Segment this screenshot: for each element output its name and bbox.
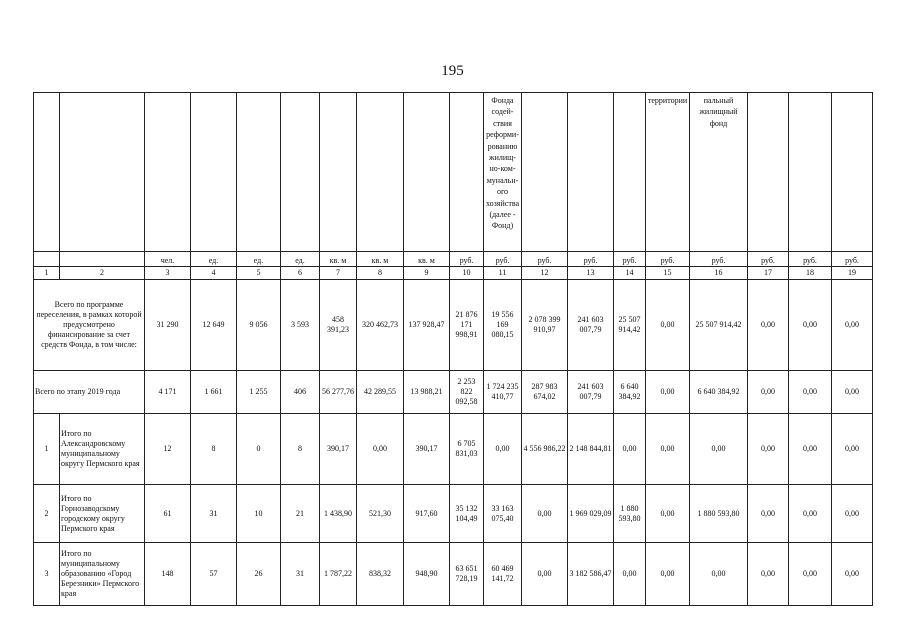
column-number: 17 bbox=[748, 267, 789, 280]
value-cell: 1 661 bbox=[191, 371, 237, 414]
units-row bbox=[34, 252, 873, 267]
column-number: 5 bbox=[237, 267, 281, 280]
page-number: 195 bbox=[441, 63, 464, 79]
value-cell: 21 876 171 998,91 bbox=[450, 280, 484, 371]
value-cell: 137 928,47 bbox=[404, 280, 450, 371]
value-cell: 0,00 bbox=[690, 414, 748, 485]
value-cell: 0,00 bbox=[748, 543, 789, 606]
value-cell: 3 182 586,47 bbox=[568, 543, 614, 606]
column-number: 16 bbox=[690, 267, 748, 280]
value-cell: 9 056 bbox=[237, 280, 281, 371]
column-number: 15 bbox=[646, 267, 690, 280]
table-row-municipality bbox=[34, 485, 873, 543]
table-row-municipality bbox=[34, 414, 873, 485]
unit-cell: руб. bbox=[690, 252, 748, 267]
value-cell: 917,60 bbox=[404, 485, 450, 543]
column-number: 11 bbox=[484, 267, 522, 280]
value-cell: 0,00 bbox=[832, 543, 873, 606]
value-cell: 19 556 169 080,15 bbox=[484, 280, 522, 371]
value-cell: 1 724 235 410,77 bbox=[484, 371, 522, 414]
value-cell: 1 787,22 bbox=[320, 543, 357, 606]
value-cell: 148 bbox=[145, 543, 191, 606]
unit-cell: кв. м bbox=[404, 252, 450, 267]
value-cell: 60 469 141,72 bbox=[484, 543, 522, 606]
column-number: 18 bbox=[789, 267, 832, 280]
column-number: 3 bbox=[145, 267, 191, 280]
column-number: 4 bbox=[191, 267, 237, 280]
unit-cell: руб. bbox=[748, 252, 789, 267]
value-cell: 948,90 bbox=[404, 543, 450, 606]
value-cell: 2 148 844,81 bbox=[568, 414, 614, 485]
column-number: 9 bbox=[404, 267, 450, 280]
value-cell: 12 649 bbox=[191, 280, 237, 371]
value-cell: 33 163 075,40 bbox=[484, 485, 522, 543]
column-number: 2 bbox=[60, 267, 145, 280]
value-cell: 0,00 bbox=[748, 280, 789, 371]
row-label: Итого по Горнозаводскому городскому округу Пермского края bbox=[60, 485, 145, 543]
value-cell: 35 132 104,49 bbox=[450, 485, 484, 543]
value-cell: 458 391,23 bbox=[320, 280, 357, 371]
value-cell: 8 bbox=[281, 414, 320, 485]
value-cell: 6 640 384,92 bbox=[690, 371, 748, 414]
value-cell: 63 651 728,19 bbox=[450, 543, 484, 606]
row-label: Всего по этапу 2019 года bbox=[34, 371, 145, 414]
value-cell: 56 277,76 bbox=[320, 371, 357, 414]
value-cell: 8 bbox=[191, 414, 237, 485]
unit-cell: руб. bbox=[789, 252, 832, 267]
value-cell: 0,00 bbox=[646, 543, 690, 606]
table-row-stage-2019 bbox=[34, 371, 873, 414]
header-row bbox=[34, 93, 873, 252]
row-number: 2 bbox=[34, 485, 60, 543]
table-row-municipality bbox=[34, 543, 873, 606]
unit-cell: ед. bbox=[237, 252, 281, 267]
value-cell: 10 bbox=[237, 485, 281, 543]
value-cell: 61 bbox=[145, 485, 191, 543]
column-number: 6 bbox=[281, 267, 320, 280]
value-cell: 1 438,90 bbox=[320, 485, 357, 543]
value-cell: 0,00 bbox=[357, 414, 404, 485]
value-cell: 6 640 384,92 bbox=[614, 371, 646, 414]
column-number: 14 bbox=[614, 267, 646, 280]
value-cell: 21 bbox=[281, 485, 320, 543]
value-cell: 2 253 822 092,58 bbox=[450, 371, 484, 414]
value-cell: 0,00 bbox=[789, 485, 832, 543]
value-cell: 0,00 bbox=[789, 280, 832, 371]
value-cell: 0,00 bbox=[832, 371, 873, 414]
value-cell: 1 880 593,80 bbox=[690, 485, 748, 543]
unit-cell: чел. bbox=[145, 252, 191, 267]
value-cell: 0,00 bbox=[522, 485, 568, 543]
value-cell: 25 507 914,42 bbox=[614, 280, 646, 371]
value-cell: 42 289,55 bbox=[357, 371, 404, 414]
value-cell: 287 983 674,02 bbox=[522, 371, 568, 414]
value-cell: 0,00 bbox=[646, 371, 690, 414]
value-cell: 0,00 bbox=[832, 485, 873, 543]
value-cell: 390,17 bbox=[320, 414, 357, 485]
value-cell: 1 969 029,09 bbox=[568, 485, 614, 543]
row-label: Итого по муниципальному образованию «Город Березники» Пермского края bbox=[60, 543, 145, 606]
value-cell: 2 078 399 910,97 bbox=[522, 280, 568, 371]
value-cell: 406 bbox=[281, 371, 320, 414]
header-col15: территории bbox=[646, 93, 690, 252]
unit-cell: кв. м bbox=[357, 252, 404, 267]
value-cell: 31 bbox=[281, 543, 320, 606]
value-cell: 521,30 bbox=[357, 485, 404, 543]
value-cell: 0,00 bbox=[646, 280, 690, 371]
value-cell: 31 290 bbox=[145, 280, 191, 371]
column-number: 7 bbox=[320, 267, 357, 280]
value-cell: 241 603 007,79 bbox=[568, 371, 614, 414]
column-number: 19 bbox=[832, 267, 873, 280]
column-number: 10 bbox=[450, 267, 484, 280]
value-cell: 25 507 914,42 bbox=[690, 280, 748, 371]
value-cell: 0,00 bbox=[646, 414, 690, 485]
value-cell: 0,00 bbox=[522, 543, 568, 606]
unit-cell: кв. м bbox=[320, 252, 357, 267]
value-cell: 0,00 bbox=[789, 543, 832, 606]
row-label: Итого по Александровскому муниципальному округу Пермского края bbox=[60, 414, 145, 485]
unit-cell: руб. bbox=[832, 252, 873, 267]
unit-cell: руб. bbox=[568, 252, 614, 267]
column-number: 1 bbox=[34, 267, 60, 280]
unit-cell: ед. bbox=[281, 252, 320, 267]
row-number: 3 bbox=[34, 543, 60, 606]
value-cell: 241 603 007,79 bbox=[568, 280, 614, 371]
header-col16: пальный жилищный фонд bbox=[690, 93, 748, 252]
unit-cell: руб. bbox=[522, 252, 568, 267]
unit-cell: руб. bbox=[484, 252, 522, 267]
table-row-program-total bbox=[34, 280, 873, 371]
value-cell: 12 bbox=[145, 414, 191, 485]
value-cell: 0,00 bbox=[748, 371, 789, 414]
value-cell: 1 255 bbox=[237, 371, 281, 414]
value-cell: 0,00 bbox=[789, 414, 832, 485]
value-cell: 13 988,21 bbox=[404, 371, 450, 414]
value-cell: 320 462,73 bbox=[357, 280, 404, 371]
resettlement-program-table bbox=[33, 92, 873, 606]
value-cell: 838,32 bbox=[357, 543, 404, 606]
value-cell: 6 705 831,03 bbox=[450, 414, 484, 485]
unit-cell: руб. bbox=[646, 252, 690, 267]
column-numbers-row bbox=[34, 267, 873, 280]
value-cell: 1 880 593,80 bbox=[614, 485, 646, 543]
column-number: 13 bbox=[568, 267, 614, 280]
value-cell: 0,00 bbox=[832, 280, 873, 371]
value-cell: 0,00 bbox=[789, 371, 832, 414]
value-cell: 0,00 bbox=[646, 485, 690, 543]
value-cell: 0,00 bbox=[832, 414, 873, 485]
value-cell: 4 171 bbox=[145, 371, 191, 414]
value-cell: 0,00 bbox=[614, 414, 646, 485]
header-col11: Фонда содей-ствия реформи-рованию жилищ-но-ком-мунальн-ого хозяйства (далее - Фонд) bbox=[484, 93, 522, 252]
value-cell: 31 bbox=[191, 485, 237, 543]
value-cell: 0,00 bbox=[748, 485, 789, 543]
row-number: 1 bbox=[34, 414, 60, 485]
value-cell: 0,00 bbox=[484, 414, 522, 485]
row-label: Всего по программе переселения, в рамках которой предусмотрено финансирование за счет средств Фонда, в том числе: bbox=[34, 280, 145, 371]
value-cell: 0,00 bbox=[748, 414, 789, 485]
value-cell: 57 bbox=[191, 543, 237, 606]
column-number: 12 bbox=[522, 267, 568, 280]
value-cell: 390,17 bbox=[404, 414, 450, 485]
value-cell: 4 556 986,22 bbox=[522, 414, 568, 485]
value-cell: 3 593 bbox=[281, 280, 320, 371]
value-cell: 26 bbox=[237, 543, 281, 606]
unit-cell: руб. bbox=[614, 252, 646, 267]
unit-cell: руб. bbox=[450, 252, 484, 267]
value-cell: 0,00 bbox=[690, 543, 748, 606]
value-cell: 0,00 bbox=[614, 543, 646, 606]
column-number: 8 bbox=[357, 267, 404, 280]
unit-cell: ед. bbox=[191, 252, 237, 267]
value-cell: 0 bbox=[237, 414, 281, 485]
